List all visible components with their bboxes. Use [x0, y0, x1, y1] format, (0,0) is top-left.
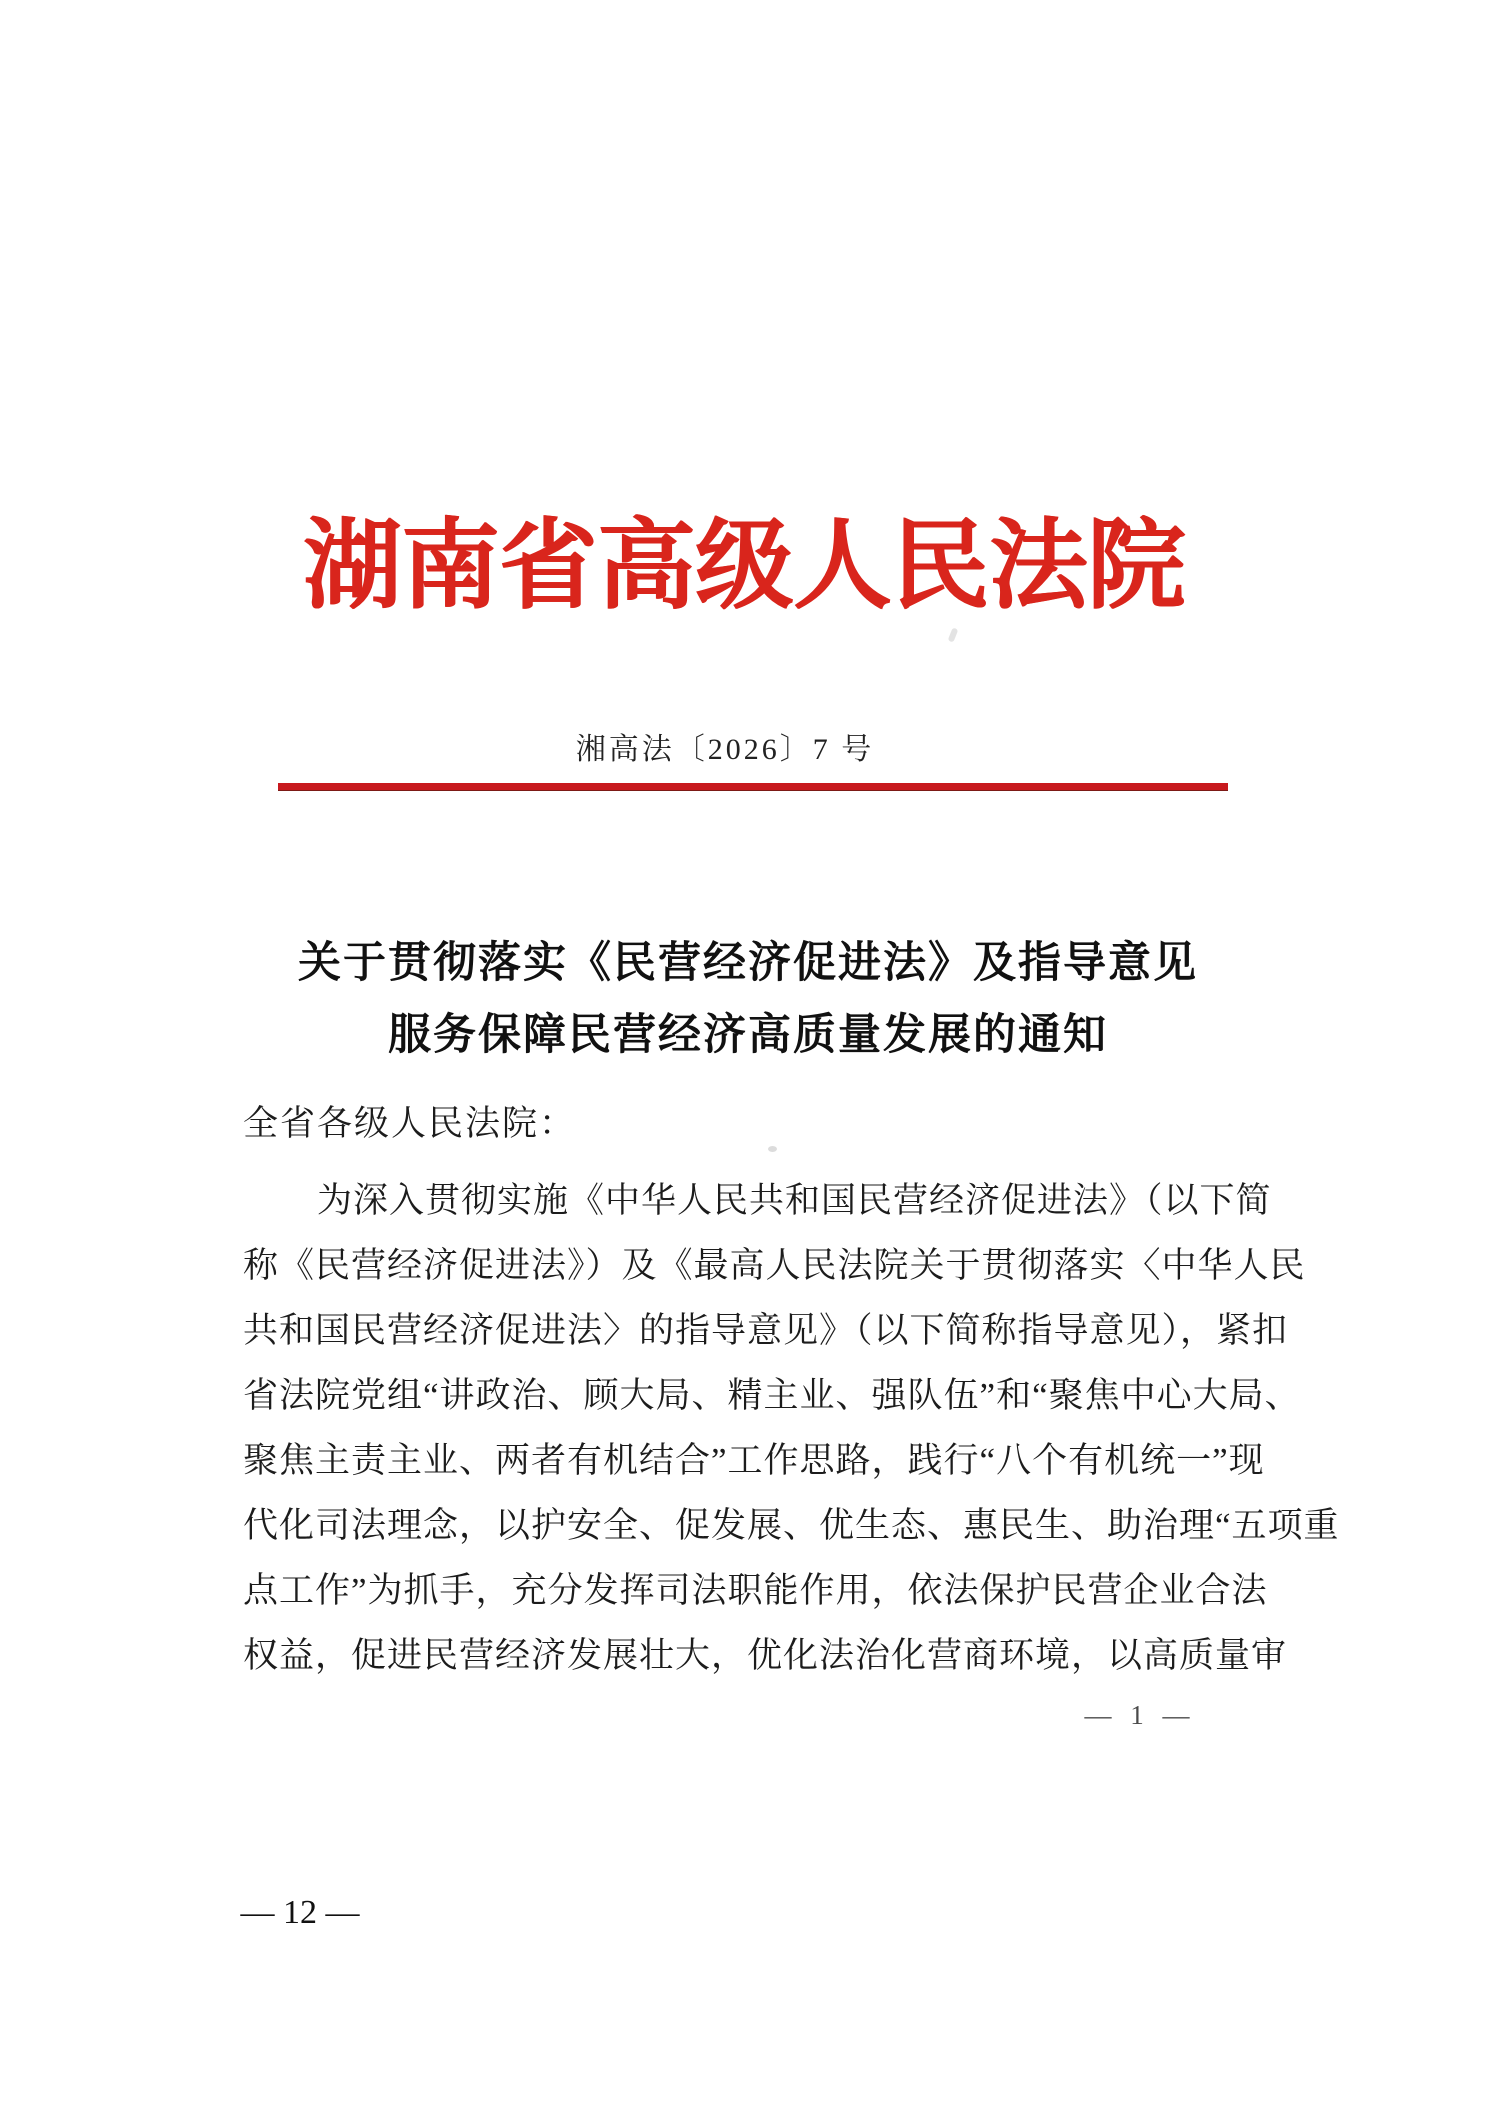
document-title [248, 928, 1248, 1072]
outer-page-number: — 12 — [240, 1894, 360, 1931]
body-line: 称《民营经济促进法》）及《最高人民法院关于贯彻落实〈中华人民 [243, 1246, 1306, 1285]
red-separator-rule [278, 783, 1228, 791]
document-title-line-2: 服务保障民营经济高质量发展的通知 [388, 1012, 1108, 1059]
body-paragraph [243, 1168, 1340, 1688]
body-line: 代化司法理念，以护安全、促发展、优生态、惠民生、助治理“五项重 [243, 1506, 1340, 1545]
inner-page-number: — 1 — [1084, 1700, 1196, 1730]
body-line: 共和国民营经济促进法〉的指导意见》（以下简称指导意见），紧扣 [243, 1311, 1289, 1350]
court-name-header: 湖南省高级人民法院 [302, 513, 1185, 621]
body-line: 权益，促进民营经济发展壮大，优化法治化营商环境，以高质量审 [243, 1636, 1288, 1675]
scan-artifact [768, 1146, 777, 1152]
salutation-line: 全省各级人民法院： [243, 1104, 577, 1143]
body-line: 点工作”为抓手，充分发挥司法职能作用，依法保护民营企业合法 [243, 1571, 1268, 1610]
document-title-line-1: 关于贯彻落实《民营经济促进法》及指导意见 [298, 940, 1198, 987]
body-line: 为深入贯彻实施《中华人民共和国民营经济促进法》（以下简 [317, 1181, 1272, 1220]
body-line: 省法院党组“讲政治、顾大局、精主业、强队伍”和“聚焦中心大局、 [243, 1376, 1301, 1415]
body-line: 聚焦主责主业、两者有机结合”工作思路，践行“八个有机统一”现 [243, 1441, 1265, 1480]
document-number: 湘高法〔2026〕7 号 [575, 733, 875, 766]
